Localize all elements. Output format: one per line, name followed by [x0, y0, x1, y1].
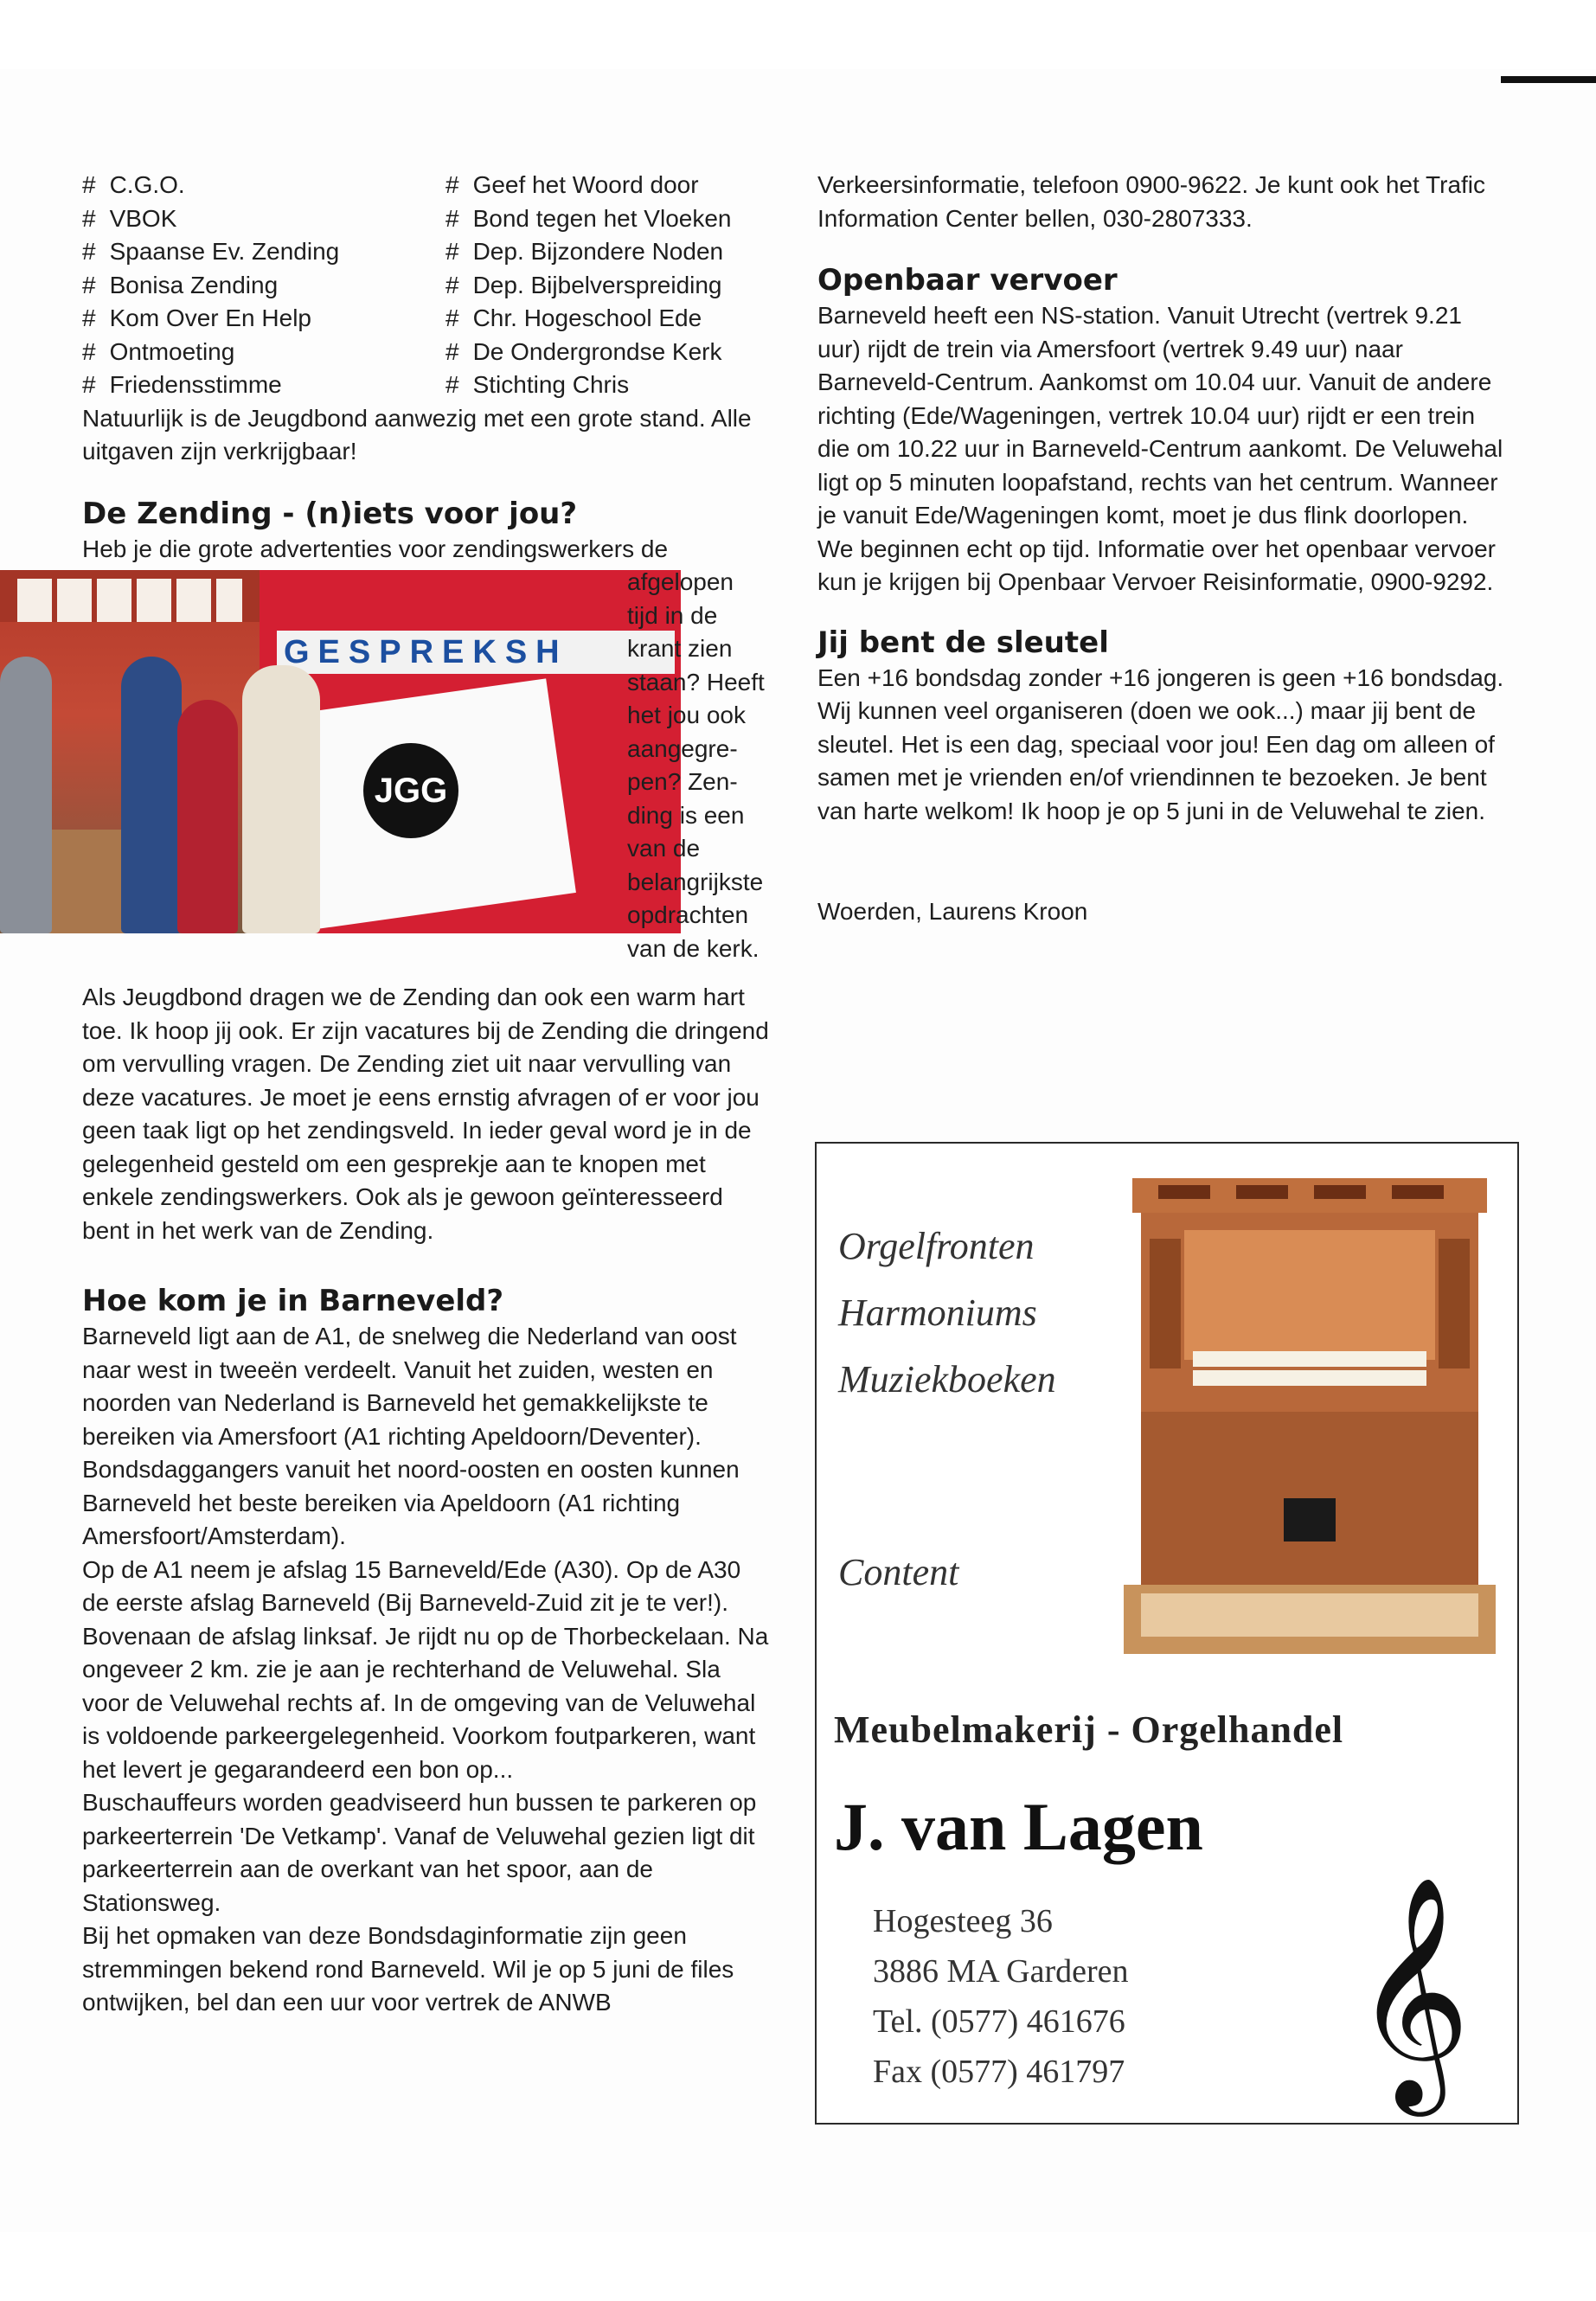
jgg-logo-icon: JGG	[363, 743, 458, 838]
list-item: # Chr. Hogeschool Ede	[445, 304, 702, 331]
photo-person	[0, 657, 52, 933]
zending-body: Als Jeugdbond dragen we de Zending dan ook een warm hart toe. Ik hoop jij ook. Er zijn vacatures bij de Zending die dringend om vervulling vragen. De Zending ziet uit naar vervulling van deze vacatures. Je moet je eens ernstig afvragen of er voor jou geen taak ligt op het zendingsveld. In ieder geval word je in de gelegenheid gesteld om een gesprekje aan te knopen met enkele zendingswerkers. Ook als je gewoon geïnteresseerd bent in het werk van de Zending.	[82, 984, 769, 1244]
ad-product: Harmoniums	[838, 1292, 1037, 1334]
list-item: # Geef het Woord door	[445, 171, 699, 198]
list-item: # VBOK	[82, 204, 177, 232]
list-item: # Dep. Bijzondere Noden	[445, 238, 724, 265]
barneveld-heading: Hoe kom je in Barneveld?	[82, 1284, 504, 1318]
ad-product: Orgelfronten	[838, 1225, 1035, 1267]
side-line: krant zien	[627, 635, 733, 662]
side-line: pen? Zen-	[627, 768, 738, 795]
list-item: # C.G.O.	[82, 171, 185, 198]
side-line: tijd in de	[627, 601, 718, 629]
organ-manual	[1193, 1351, 1426, 1367]
side-line: staan? Heeft	[627, 668, 765, 695]
left-column	[82, 169, 774, 2020]
organ-panel	[1236, 1185, 1288, 1199]
zending-intro: Heb je die grote advertenties voor zendingswerkers de	[82, 535, 669, 562]
photo-person	[121, 657, 182, 933]
right-column	[817, 169, 1509, 929]
sleutel-body: Een +16 bondsdag zonder +16 jongeren is geen +16 bondsdag. Wij kunnen veel organiseren (doen we ook...) maar jij bent de sleutel. Het is een dag, speciaal voor jou! Een dag om alleen of samen met je vrienden en/of vriendinnen te bezoeken. Je bent van harte welkom! Ik hoop je op 5 juni in de Veluwehal te zien.	[817, 663, 1504, 824]
side-line: aangegre-	[627, 734, 738, 762]
organ-panel	[1314, 1185, 1366, 1199]
ad-address-line: Fax (0577) 461797	[873, 2054, 1125, 2090]
list-item: # Kom Over En Help	[82, 304, 311, 331]
organ-image	[1124, 1178, 1496, 1663]
zending-side-text	[627, 566, 783, 965]
side-line: afgelopen	[627, 568, 734, 595]
ad-product-list	[838, 1213, 1056, 1413]
ov-body: Barneveld heeft een NS-station. Vanuit Utrecht (vertrek 9.21 uur) rijdt de trein via Amersfoort (vertrek 9.49 uur) naar Barneveld-Centrum. Aankomst om 10.04 uur. Vanuit de andere richting (Ede/Wageningen, vertrek 10.04 uur) rijdt er een trein die om 10.22 uur in Barneveld-Centrum aankomt. De Veluwehal ligt op 5 minuten loopafstand, rechts van het centrum. Wanneer je vanuit Ede/Wageningen komt, moet je dus flink doorlopen. We beginnen echt op tijd. Informatie over het openbaar vervoer kun je krijgen bij Openbaar Vervoer Reisinformatie, 0900-9292.	[817, 302, 1503, 595]
side-line: ding is een	[627, 801, 745, 829]
sleutel-heading: Jij bent de sleutel	[817, 625, 1109, 660]
side-line: van de	[627, 835, 701, 862]
list-item: # Dep. Bijbelverspreiding	[445, 271, 722, 298]
ad-address	[873, 1896, 1128, 2097]
side-line: het jou ook	[627, 702, 746, 728]
ov-heading: Openbaar vervoer	[817, 263, 1118, 298]
list-item: # Friedensstimme	[82, 371, 282, 398]
list-item: # Stichting Chris	[445, 371, 630, 398]
organ-stops-left	[1150, 1239, 1181, 1368]
barneveld-paragraph: Buschauffeurs worden geadviseerd hun bussen te parkeren op parkeerterrein 'De Vetkamp'. Vanaf de Veluwehal gezien ligt dit parkeerterrein aan de overkant van het spoor, aan de Stationsweg.	[82, 1789, 757, 1916]
organisation-list-left	[82, 169, 445, 402]
organ-pedals	[1141, 1593, 1478, 1637]
list-item: # De Ondergrondse Kerk	[445, 337, 722, 365]
organ-stops-right	[1439, 1239, 1470, 1368]
photo-person	[242, 665, 320, 933]
ad-address-line: Tel. (0577) 461676	[873, 2003, 1125, 2040]
barneveld-paragraph: Barneveld ligt aan de A1, de snelweg die Nederland van oost naar west in tweeën verdeelt. Vanuit het zuiden, westen en noorden van Nederland is Barneveld het gemakkelijkste te bereiken via Amersfoort (A1 richting Apeldoorn/Deventer). Bondsdaggangers vanuit het noord-oosten en oosten kunnen Barneveld het beste bereiken via Apeldoorn (A1 richting Amersfoort/Amsterdam).	[82, 1323, 740, 1549]
ad-tagline: Meubelmakerij - Orgelhandel	[834, 1708, 1344, 1751]
list-item: # Bonisa Zending	[82, 271, 279, 298]
organisation-list-right	[445, 169, 732, 402]
barneveld-continued: Verkeersinformatie, telefoon 0900-9622. Je kunt ook het Trafic Information Center bellen, 030-2807333.	[817, 171, 1486, 232]
side-line: van de kerk.	[627, 934, 760, 962]
photo-person	[177, 700, 238, 933]
organisation-lists	[82, 169, 774, 402]
signature: Woerden, Laurens Kroon	[817, 898, 1088, 925]
side-line: opdrachten	[627, 901, 749, 928]
list-item: # Spaanse Ev. Zending	[82, 238, 340, 265]
organ-desk	[1184, 1230, 1435, 1360]
photo-windows	[17, 579, 242, 622]
zending-heading: De Zending - (n)iets voor jou?	[82, 496, 578, 531]
corner-mark	[1501, 76, 1596, 83]
ad-address-line: Hogesteeg 36	[873, 1903, 1053, 1939]
organisations-closing: Natuurlijk is de Jeugdbond aanwezig met een grote stand. Alle uitgaven zijn verkrijgbaar!	[82, 404, 752, 465]
photo-banner-text: GESPREKSH	[284, 634, 568, 670]
list-item: # Ontmoeting	[82, 337, 235, 365]
ad-company-name: J. van Lagen	[834, 1789, 1203, 1864]
organ-panel	[1392, 1185, 1444, 1199]
photo-wrap	[82, 566, 774, 981]
zending-photo	[0, 570, 681, 933]
side-line: belangrijkste	[627, 868, 764, 895]
ad-address-line: 3886 MA Garderen	[873, 1953, 1129, 1990]
barneveld-paragraph: Op de A1 neem je afslag 15 Barneveld/Ede (A30). Op de A30 de eerste afslag Barneveld (Bij Barneveld-Zuid zit je te ver!). Bovenaan de afslag linksaf. Je rijdt nu op de Thorbeckelaan. Na ongeveer 2 km. zie je aan je rechterhand de Veluwehal. Sla voor de Veluwehal rechts af. In de omgeving van de Veluwehal is voldoende parkeergelegenheid. Voorkom foutparkeren, want het levert je gegarandeerd een bon op...	[82, 1555, 769, 1783]
list-item: # Bond tegen het Vloeken	[445, 204, 732, 232]
organ-panel	[1158, 1185, 1210, 1199]
organ-opening	[1284, 1498, 1336, 1541]
treble-clef-icon: 𝄞	[1353, 1875, 1471, 2106]
organ-manual	[1193, 1370, 1426, 1386]
barneveld-paragraph: Bij het opmaken van deze Bondsdaginformatie zijn geen stremmingen bekend rond Barneveld. Wil je op 5 juni de files ontwijken, bel dan een uur voor vertrek de ANWB	[82, 1922, 734, 2016]
ad-product: Muziekboeken	[838, 1358, 1056, 1400]
ad-content-label: Content	[838, 1551, 959, 1593]
advertisement	[815, 1142, 1519, 2125]
